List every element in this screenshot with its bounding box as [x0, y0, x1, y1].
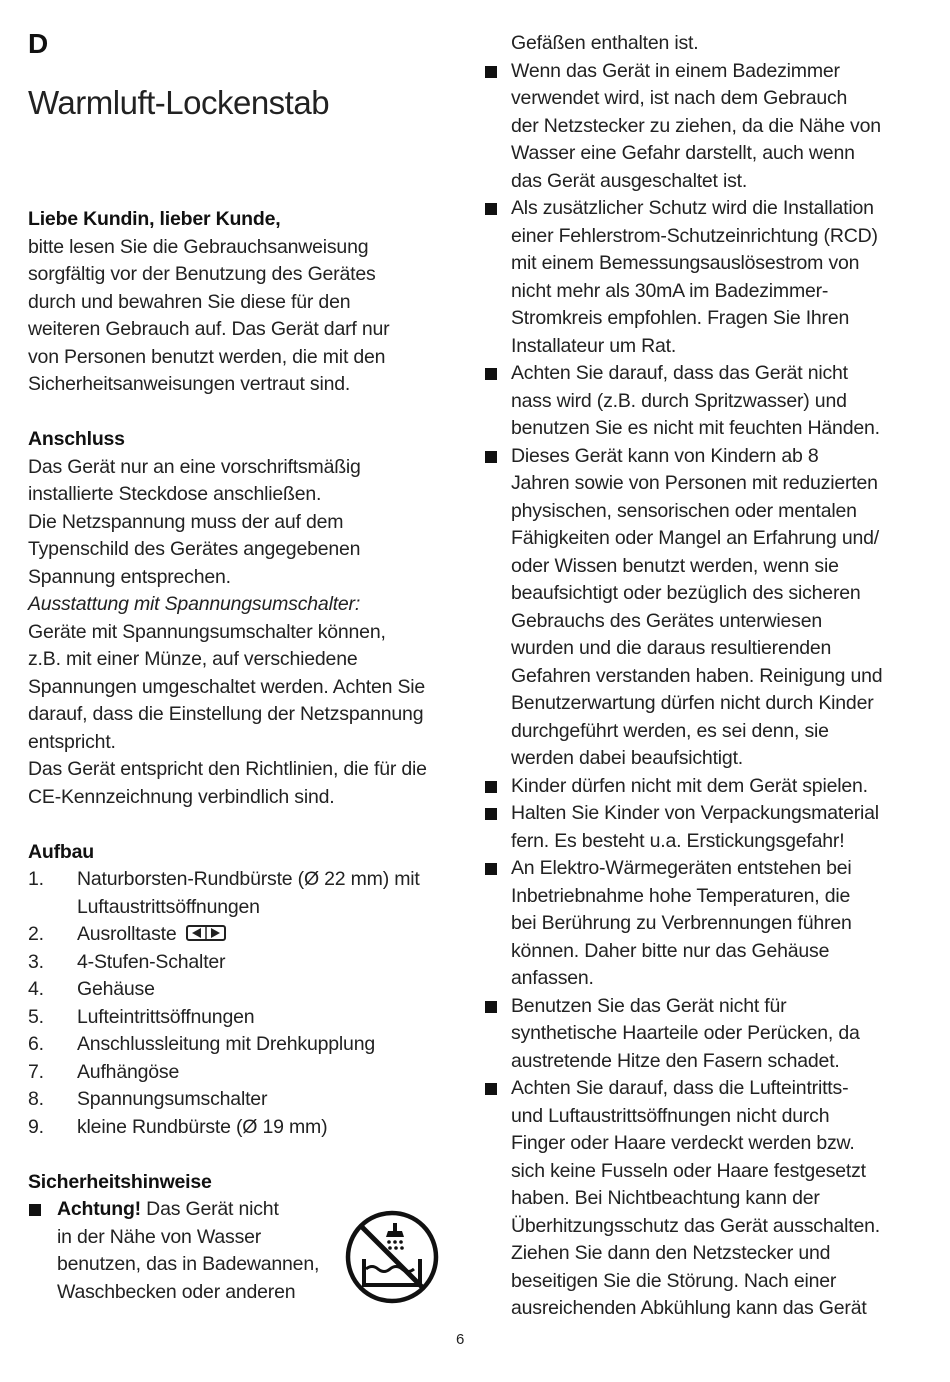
- parts-list: [28, 866, 448, 1141]
- text-line: benutzen, das in Badewannen,: [57, 1253, 320, 1275]
- page-number: 6: [456, 1331, 465, 1348]
- text-line: beseitigen Sie die Störung. Nach einer: [511, 1269, 837, 1292]
- no-water-warning-icon: [344, 1209, 440, 1305]
- safety-heading: Sicherheitshinweise: [28, 1170, 212, 1193]
- text-line: nicht mehr als 30mA im Badezimmer-: [511, 279, 829, 302]
- text-line: entspricht.: [28, 730, 116, 753]
- item-number: 6.: [28, 1033, 44, 1055]
- text-line: einer Fehlerstrom-Schutzeinrichtung (RCD): [511, 224, 878, 247]
- item-text: 4-Stufen-Schalter: [77, 950, 226, 973]
- item-text: kleine Rundbürste (Ø 19 mm): [77, 1115, 328, 1138]
- warning-label: Achtung!: [57, 1198, 141, 1220]
- text-line: z.B. mit einer Münze, auf verschiedene: [28, 648, 358, 670]
- text-line: Die Netzspannung muss der auf dem: [28, 510, 344, 533]
- release-button-icon: [186, 924, 226, 942]
- anschluss-text: [28, 454, 448, 812]
- text-line: Geräte mit Spannungsumschalter können,: [28, 620, 386, 643]
- text-line: Das Gerät entspricht den Richtlinien, die für die: [28, 758, 427, 780]
- text-line: Halten Sie Kinder von Verpackungsmaterial: [511, 802, 879, 824]
- text-line: Benutzerwartung dürfen nicht durch Kinder: [511, 692, 874, 714]
- item-number: 1.: [28, 868, 44, 890]
- item-number: 7.: [28, 1060, 44, 1083]
- text-line: Achten Sie darauf, dass das Gerät nicht: [511, 362, 848, 384]
- text-line: nass wird (z.B. durch Spritzwasser) und: [511, 389, 847, 412]
- text-line: austretende Hitze den Fasern schadet.: [511, 1049, 840, 1072]
- text-line: der Netzstecker zu ziehen, da die Nähe von: [511, 114, 881, 137]
- bullet-square-icon: [484, 1075, 511, 1323]
- bullet-square-icon: [484, 800, 511, 855]
- continued-text: Gefäßen enthalten ist.: [511, 32, 699, 54]
- item-text: Luftaustrittsöffnungen: [77, 895, 260, 918]
- bullet-item: [484, 360, 914, 443]
- text-line: bitte lesen Sie die Gebrauchsanweisung: [28, 235, 369, 258]
- text-line: wurden und die daraus resultierenden: [511, 637, 832, 659]
- text-line: oder Wissen benutzt werden, wenn sie: [511, 554, 839, 577]
- bullet-square-icon: [484, 855, 511, 993]
- item-text: Ausrolltaste: [77, 923, 177, 945]
- item-text: Naturborsten-Rundbürste (Ø 22 mm) mit: [77, 868, 420, 890]
- text-line: Dieses Gerät kann von Kindern ab 8: [511, 444, 819, 467]
- text-line: können. Daher bitte nur das Gehäuse: [511, 939, 830, 962]
- text-line: ausreichenden Abkühlung kann das Gerät: [511, 1297, 867, 1319]
- list-item: [28, 1031, 448, 1059]
- text-line: fern. Es besteht u.a. Erstickungsgefahr!: [511, 829, 845, 852]
- text-line: Benutzen Sie das Gerät nicht für: [511, 994, 787, 1017]
- list-item: [28, 1059, 448, 1087]
- list-item: [28, 1004, 448, 1032]
- anschluss-heading: Anschluss: [28, 428, 125, 450]
- text-line: Wenn das Gerät in einem Badezimmer: [511, 59, 840, 82]
- italic-subheading: Ausstattung mit Spannungsumschalter:: [28, 593, 361, 615]
- text-line: von Personen benutzt werden, die mit den: [28, 345, 386, 368]
- list-item: [28, 866, 448, 921]
- bullet-square-icon: [484, 773, 511, 801]
- bullet-item: [484, 855, 914, 993]
- text-line: sorgfältig vor der Benutzung des Gerätes: [28, 263, 376, 285]
- item-text: Spannungsumschalter: [77, 1088, 268, 1110]
- text-line: Das Gerät nur an eine vorschriftsmäßig: [28, 455, 361, 478]
- list-item: [28, 1086, 448, 1114]
- item-text: Gehäuse: [77, 978, 155, 1000]
- text-line: darauf, dass die Einstellung der Netzspannung: [28, 703, 424, 725]
- item-text: Anschlussleitung mit Drehkupplung: [77, 1033, 375, 1055]
- safety-bullet-list: [484, 58, 914, 1323]
- text-line: werden dabei beaufsichtigt.: [511, 747, 744, 769]
- text-line: Wasser eine Gefahr darstellt, auch wenn: [511, 142, 855, 164]
- text-line: Kinder dürfen nicht mit dem Gerät spielen.: [511, 774, 868, 797]
- list-item: [28, 921, 448, 949]
- item-number: 3.: [28, 950, 44, 973]
- text-line: Installateur um Rat.: [511, 334, 677, 357]
- text-line: weiteren Gebrauch auf. Das Gerät darf nur: [28, 318, 390, 340]
- aufbau-heading: Aufbau: [28, 840, 94, 863]
- bullet-square-icon: [484, 195, 511, 360]
- bullet-square-icon: [28, 1196, 57, 1306]
- list-item: [28, 1114, 448, 1142]
- item-text: Lufteintrittsöffnungen: [77, 1005, 255, 1028]
- item-text: Aufhängöse: [77, 1060, 180, 1083]
- bullet-item: [484, 195, 914, 360]
- intro-text: [28, 234, 448, 399]
- item-number: 4.: [28, 978, 44, 1000]
- text-line: in der Nähe von Wasser: [57, 1225, 262, 1248]
- text-line: durchgeführt werden, es sei denn, sie: [511, 719, 829, 742]
- text-line: benutzen Sie es nicht mit feuchten Händen.: [511, 417, 880, 439]
- bullet-item: [484, 993, 914, 1076]
- left-column: [28, 206, 448, 1306]
- text-line: Ziehen Sie dann den Netzstecker und: [511, 1242, 831, 1264]
- text-line: Finger oder Haare verdeckt werden bzw.: [511, 1132, 855, 1154]
- text-line: Spannung entsprechen.: [28, 565, 231, 588]
- text-line: Spannungen umgeschaltet werden. Achten Sie: [28, 675, 426, 698]
- text-line: anfassen.: [511, 967, 594, 989]
- item-number: 9.: [28, 1115, 44, 1138]
- text-line: Als zusätzlicher Schutz wird die Installation: [511, 197, 874, 219]
- text-line: Stromkreis empfohlen. Fragen Sie Ihren: [511, 307, 850, 329]
- text-line: Überhitzungsschutz das Gerät ausschalten.: [511, 1214, 881, 1237]
- text-line: Gebrauchs des Gerätes unterwiesen: [511, 609, 822, 632]
- text-line: Fähigkeiten oder Mangel an Erfahrung und/: [511, 527, 879, 549]
- text-line: Inbetriebnahme hohe Temperaturen, die: [511, 884, 851, 907]
- text-line: installierte Steckdose anschließen.: [28, 483, 322, 505]
- text-line: Das Gerät nicht: [140, 1198, 279, 1220]
- text-line: bei Berührung zu Verbrennungen führen: [511, 912, 852, 934]
- text-line: das Gerät ausgeschaltet ist.: [511, 169, 748, 192]
- safety-section: [28, 1169, 448, 1307]
- bullet-item: [484, 1075, 914, 1323]
- text-line: synthetische Haarteile oder Perücken, da: [511, 1022, 860, 1044]
- page-title: Warmluft-Lockenstab: [28, 84, 330, 121]
- language-marker: D: [28, 28, 49, 59]
- text-line: Waschbecken oder anderen: [57, 1280, 296, 1303]
- text-line: An Elektro-Wärmegeräten entstehen bei: [511, 857, 852, 879]
- bullet-square-icon: [484, 58, 511, 196]
- text-line: CE-Kennzeichnung verbindlich sind.: [28, 785, 335, 808]
- bullet-square-icon: [484, 993, 511, 1076]
- item-number: 2.: [28, 923, 44, 945]
- text-line: durch und bewahren Sie diese für den: [28, 290, 351, 313]
- bullet-item: [484, 443, 914, 773]
- bullet-item: [484, 800, 914, 855]
- bullet-square-icon: [484, 443, 511, 773]
- bullet-item: [484, 773, 914, 801]
- item-number: 8.: [28, 1088, 44, 1110]
- text-line: sich keine Fusseln oder Haare festgesetzt: [511, 1159, 866, 1182]
- text-line: und Luftaustrittsöffnungen nicht durch: [511, 1104, 830, 1127]
- list-item: [28, 976, 448, 1004]
- text-line: Achten Sie darauf, dass die Lufteintritts-: [511, 1077, 849, 1099]
- text-line: Typenschild des Gerätes angegebenen: [28, 538, 361, 560]
- bullet-item: [484, 58, 914, 196]
- intro-heading: Liebe Kundin, lieber Kunde,: [28, 208, 281, 230]
- list-item: [28, 949, 448, 977]
- item-number: 5.: [28, 1005, 44, 1028]
- text-line: Sicherheitsanweisungen vertraut sind.: [28, 373, 351, 395]
- text-line: mit einem Bemessungsauslösestrom von: [511, 252, 860, 274]
- text-line: Jahren sowie von Personen mit reduzierten: [511, 472, 878, 494]
- bullet-square-icon: [484, 360, 511, 443]
- text-line: haben. Bei Nichtbeachtung kann der: [511, 1187, 820, 1209]
- text-line: physischen, sensorischen oder mentalen: [511, 499, 857, 522]
- text-line: Gefahren verstanden haben. Reinigung und: [511, 664, 883, 687]
- text-line: verwendet wird, ist nach dem Gebrauch: [511, 87, 848, 109]
- text-line: beaufsichtigt oder bezüglich des sicheren: [511, 582, 861, 604]
- right-column: [484, 30, 914, 1323]
